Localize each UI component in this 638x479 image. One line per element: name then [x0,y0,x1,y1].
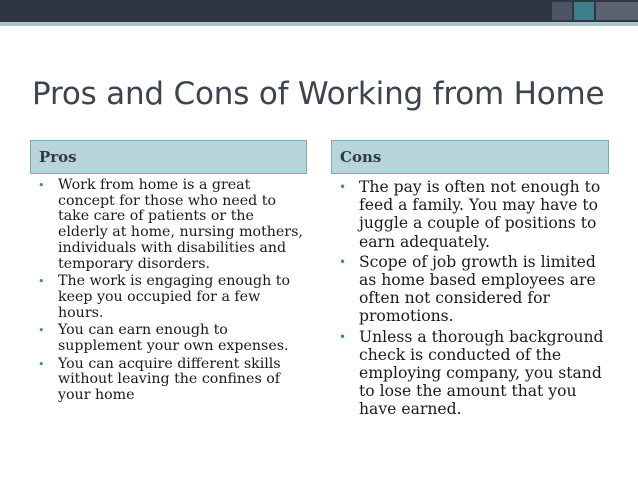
pros-item-text: You can earn enough to supplement your own expenses. [58,322,289,355]
top-decorative-bar [0,0,638,22]
pros-item-text: You can acquire different skills without leaving the confines of your home [58,355,281,404]
corner-block-3 [596,2,638,20]
cons-item [335,178,609,251]
pros-item [34,178,304,272]
bullet-icon: • [38,324,45,338]
pros-header: Pros [30,140,307,174]
cons-header: Cons [331,140,609,174]
pros-item [34,323,304,354]
top-accent-stripe [0,22,638,26]
bullet-icon: • [38,179,45,192]
corner-block-2 [574,2,594,20]
pros-item [34,274,304,321]
bullet-icon: • [38,275,45,289]
cons-item [335,328,609,419]
cons-item [335,253,609,326]
bullet-icon: • [339,329,347,344]
cons-item-text: The pay is often not enough to feed a family. You may have to juggle a couple of positions to earn adequately. [359,178,601,251]
bullet-icon: • [339,254,347,269]
pros-item-text: The work is engaging enough to keep you occupied for a few hours. [58,273,291,321]
cons-item-text: Unless a thorough background check is conducted of the employing company, you stand to lose the amount that you have earned. [359,327,604,419]
pros-item-text: Work from home is a great concept for those who need to take care of patients or the elderly at home, nursing mothers, individuals with disabilities and temporary disorders. [58,177,303,272]
slide-title: Pros and Cons of Working from Home [32,76,605,112]
cons-list [335,178,609,421]
cons-item-text: Scope of job growth is limited as home based employees are often not considered for promotions. [359,252,596,326]
pros-item [34,357,304,404]
bullet-icon: • [38,357,45,371]
corner-block-1 [552,2,572,20]
pros-list [34,178,304,406]
bullet-icon: • [339,180,347,194]
